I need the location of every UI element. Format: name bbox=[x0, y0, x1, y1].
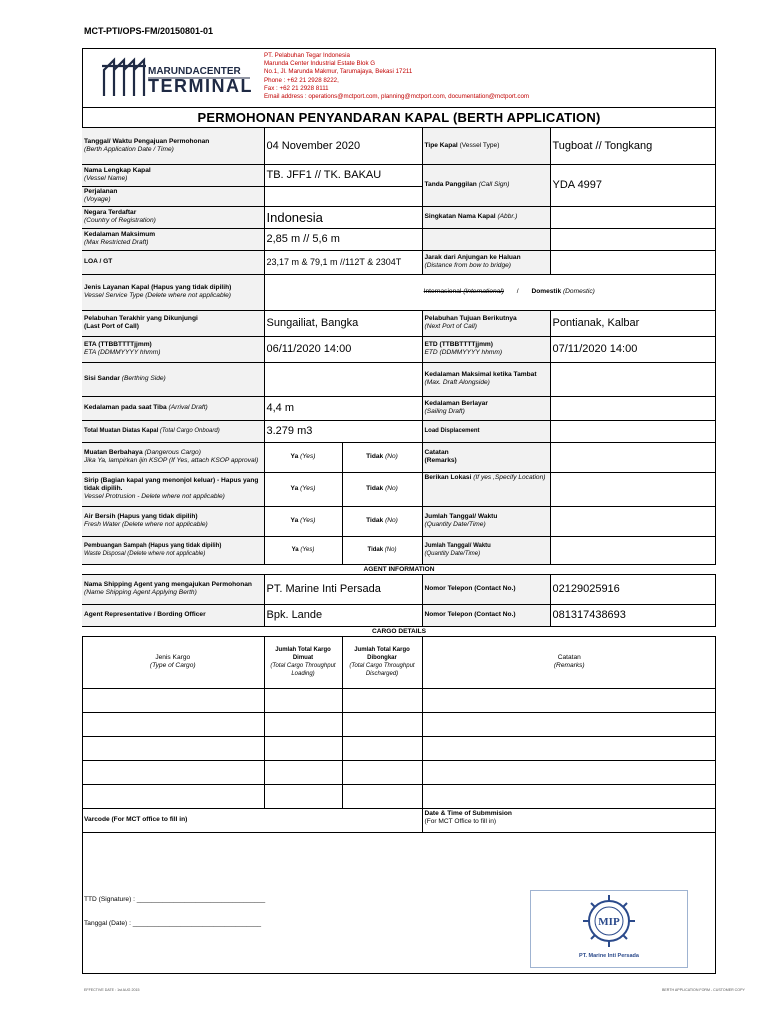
cargo-cell[interactable] bbox=[422, 712, 716, 736]
letterhead bbox=[82, 48, 716, 108]
fresh-water-no-option[interactable]: Tidak (No) bbox=[342, 506, 422, 536]
varcode-label: Varcode (For MCT office to fill in) bbox=[82, 808, 422, 832]
dangerous-cargo-label: Muatan Berbahaya (Dangerous Cargo) Jika Ya, lampirkan ijin KSOP (If Yes, attach KSOP approval) bbox=[82, 442, 264, 472]
abbr-label: Singkatan Nama Kapal (Abbr.) bbox=[422, 206, 550, 228]
bow-bridge-value[interactable] bbox=[550, 250, 716, 274]
logo-line2: TERMINAL bbox=[148, 76, 253, 96]
arrival-draft-value[interactable]: 4,4 m bbox=[264, 396, 422, 420]
service-type-options[interactable]: Internasional (International) / Domestik (Domestic) bbox=[264, 274, 716, 310]
blank-cell bbox=[550, 228, 716, 250]
call-sign-label: Tanda Panggilan (Call Sign) bbox=[422, 164, 550, 206]
location-value[interactable] bbox=[550, 472, 716, 506]
cargo-cell[interactable] bbox=[264, 784, 342, 808]
voyage-value[interactable] bbox=[264, 186, 422, 206]
etd-value[interactable]: 07/11/2020 14:00 bbox=[550, 336, 716, 362]
cargo-cell[interactable] bbox=[342, 784, 422, 808]
company-address: No.1, Jl. Marunda Makmur, Tarumajaya, Bekasi 17211 bbox=[264, 68, 413, 76]
company-fax: Fax : +62 21 2928 8111 bbox=[264, 84, 329, 92]
blank-cell bbox=[422, 228, 550, 250]
remarks-value[interactable] bbox=[550, 442, 716, 472]
waste-label: Pembuangan Sampah (Hapus yang tidak dipilih) Waste Disposal (Delete where not applicable) bbox=[82, 536, 264, 564]
cargo-cell[interactable] bbox=[422, 736, 716, 760]
fresh-water-label: Air Bersih (Hapus yang tidak dipilih) Fresh Water (Delete where not applicable) bbox=[82, 506, 264, 536]
agent-phone-value[interactable]: 02129025916 bbox=[550, 574, 716, 604]
cargo-section-header: CARGO DETAILS bbox=[82, 626, 716, 636]
eta-value[interactable]: 06/11/2020 14:00 bbox=[264, 336, 422, 362]
bow-bridge-label: Jarak dari Anjungan ke Haluan (Distance from bow to bridge) bbox=[422, 250, 550, 274]
cargo-cell[interactable] bbox=[82, 688, 264, 712]
cargo-type-header: Jenis Kargo (Type of Cargo) bbox=[82, 636, 264, 688]
cargo-cell[interactable] bbox=[264, 712, 342, 736]
loa-value[interactable]: 23,17 m & 79,1 m //112T & 2304T bbox=[264, 250, 422, 274]
sailing-draft-label: Kedalaman Berlayar (Sailing Draft) bbox=[422, 396, 550, 420]
agent-name-value[interactable]: PT. Marine Inti Persada bbox=[264, 574, 422, 604]
last-port-label: Pelabuhan Terakhir yang Dikunjungi (Last Port of Call) bbox=[82, 310, 264, 336]
vessel-name-label: Nama Lengkap Kapal (Vessel Name) bbox=[82, 164, 264, 186]
cargo-remarks-header: Catatan (Remarks) bbox=[422, 636, 716, 688]
cargo-cell[interactable] bbox=[342, 688, 422, 712]
last-port-value[interactable]: Sungailiat, Bangka bbox=[264, 310, 422, 336]
agent-phone-label: Nomor Telepon (Contact No.) bbox=[422, 574, 550, 604]
agent-name-label: Nama Shipping Agent yang mengajukan Permohonan (Name Shipping Agent Applying Berth) bbox=[82, 574, 264, 604]
mip-stamp-logo bbox=[531, 891, 687, 967]
fresh-water-qty-value[interactable] bbox=[550, 506, 716, 536]
stamp-company-text: PT. Marine Inti Persada bbox=[579, 953, 639, 959]
international-option[interactable]: Internasional (International) bbox=[423, 288, 504, 295]
waste-yes-option[interactable]: Ya (Yes) bbox=[264, 536, 342, 564]
cargo-cell[interactable] bbox=[82, 736, 264, 760]
company-email: Email address : operations@mctport.com, planning@mctport.com, documentation@mctport.com bbox=[264, 93, 530, 101]
marunda-center-logo bbox=[100, 52, 260, 102]
load-displacement-value[interactable] bbox=[550, 420, 716, 442]
cargo-cell[interactable] bbox=[264, 688, 342, 712]
max-draft-alongside-value[interactable] bbox=[550, 362, 716, 396]
waste-qty-value[interactable] bbox=[550, 536, 716, 564]
cargo-discharged-header: Jumlah Total Kargo Dibongkar (Total Cargo Throughput Discharged) bbox=[342, 636, 422, 688]
waste-no-option[interactable]: Tidak (No) bbox=[342, 536, 422, 564]
country-value[interactable]: Indonesia bbox=[264, 206, 422, 228]
next-port-label: Pelabuhan Tujuan Berikutnya (Next Port of Call) bbox=[422, 310, 550, 336]
agent-phone2-value[interactable]: 081317438693 bbox=[550, 604, 716, 626]
stamp-mip-text: MIP bbox=[598, 916, 620, 928]
max-draft-alongside-label: Kedalaman Maksimal ketika Tambat (Max. Draft Alongside) bbox=[422, 362, 550, 396]
dangerous-no-option[interactable]: Tidak (No) bbox=[342, 442, 422, 472]
signature-line[interactable]: TTD (Signature) : ___________________________________ bbox=[84, 896, 266, 903]
protrusion-yes-option[interactable]: Ya (Yes) bbox=[264, 472, 342, 506]
document-id: MCT-PTI/OPS-FM/20150801-01 bbox=[84, 26, 214, 36]
fresh-water-yes-option[interactable]: Ya (Yes) bbox=[264, 506, 342, 536]
eta-label: ETA (TTBBTTTTjjmm) ETA (DDMMYYYY hhmm) bbox=[82, 336, 264, 362]
remarks-label: Catatan (Remarks) bbox=[422, 442, 550, 472]
submission-date-label: Date & Time of Submmision (For MCT Office to fill in) bbox=[422, 808, 716, 832]
protrusion-label: Sirip (Bagian kapal yang menonjol keluar) - Hapus yang tidak dipilih. Vessel Protrusion - Delete where not applicable) bbox=[82, 472, 264, 506]
form-title: PERMOHONAN PENYANDARAN KAPAL (BERTH APPLICATION) bbox=[82, 108, 716, 128]
arrival-draft-label: Kedalaman pada saat Tiba (Arrival Draft) bbox=[82, 396, 264, 420]
date-label: Tanggal/ Waktu Pengajuan Permohonan (Berth Application Date / Time) bbox=[82, 128, 264, 164]
service-type-label: Jenis Layanan Kapal (Hapus yang tidak dipilih) Vessel Service Type (Delete where not applicable) bbox=[82, 274, 264, 310]
berthing-side-label: Sisi Sandar (Berthing Side) bbox=[82, 362, 264, 396]
berth-application-table bbox=[82, 128, 716, 833]
footer-effective-date: EFFECTIVE DATE : 1st AUG 2015 bbox=[84, 988, 140, 992]
cargo-cell[interactable] bbox=[264, 760, 342, 784]
cargo-cell[interactable] bbox=[342, 736, 422, 760]
agent-rep-value[interactable]: Bpk. Lande bbox=[264, 604, 422, 626]
company-info bbox=[264, 52, 529, 101]
cargo-cell[interactable] bbox=[342, 760, 422, 784]
cargo-cell[interactable] bbox=[422, 688, 716, 712]
loa-label: LOA / GT bbox=[82, 250, 264, 274]
max-draft-value[interactable]: 2,85 m // 5,6 m bbox=[264, 228, 422, 250]
agent-rep-label: Agent Representative / Bording Officer bbox=[82, 604, 264, 626]
vessel-type-value[interactable]: Tugboat // Tongkang bbox=[550, 128, 716, 164]
dangerous-yes-option[interactable]: Ya (Yes) bbox=[264, 442, 342, 472]
berthing-side-value[interactable] bbox=[264, 362, 422, 396]
agent-section-header: AGENT INFORMATION bbox=[82, 564, 716, 574]
protrusion-no-option[interactable]: Tidak (No) bbox=[342, 472, 422, 506]
cargo-onboard-value[interactable]: 3.279 m3 bbox=[264, 420, 422, 442]
cargo-cell[interactable] bbox=[82, 784, 264, 808]
waste-qty-label: Jumlah Tanggal/ Waktu (Quantity Date/Time) bbox=[422, 536, 550, 564]
abbr-value[interactable] bbox=[550, 206, 716, 228]
signature-area bbox=[82, 880, 716, 974]
call-sign-value[interactable]: YDA 4997 bbox=[550, 164, 716, 206]
company-stamp bbox=[530, 890, 688, 968]
agent-phone2-label: Nomor Telepon (Contact No.) bbox=[422, 604, 550, 626]
cargo-cell[interactable] bbox=[422, 760, 716, 784]
location-label: Berikan Lokasi (If yes ,Specify Location) bbox=[422, 472, 550, 506]
cargo-loading-header: Jumlah Total Kargo Dimuat (Total Cargo Throughput Loading) bbox=[264, 636, 342, 688]
company-estate: Marunda Center Industrial Estate Blok G bbox=[264, 60, 376, 68]
load-displacement-label: Load Displacement bbox=[422, 420, 550, 442]
country-label: Negara Terdaftar (Country of Registration) bbox=[82, 206, 264, 228]
domestic-option[interactable]: Domestik (Domestic) bbox=[531, 288, 595, 295]
cargo-cell[interactable] bbox=[342, 712, 422, 736]
max-draft-label: Kedalaman Maksimum (Max Restricted Draft) bbox=[82, 228, 264, 250]
vessel-name-value[interactable]: TB. JFF1 // TK. BAKAU bbox=[264, 164, 422, 186]
company-phone: Phone : +62 21 2928 8222, bbox=[264, 76, 339, 84]
date-line[interactable]: Tanggal (Date) : ___________________________________ bbox=[84, 920, 262, 927]
footer-form-name: BERTH APPLICATION FORM - CUSTOMER COPY bbox=[662, 988, 745, 992]
cargo-cell[interactable] bbox=[82, 760, 264, 784]
etd-label: ETD (TTBBTTTTjjmm) ETD (DDMMYYYY hhmm) bbox=[422, 336, 550, 362]
cargo-cell[interactable] bbox=[264, 736, 342, 760]
vessel-type-label: Tipe Kapal (Vessel Type) bbox=[422, 128, 550, 164]
next-port-value[interactable]: Pontianak, Kalbar bbox=[550, 310, 716, 336]
cargo-cell[interactable] bbox=[82, 712, 264, 736]
cargo-onboard-label: Total Muatan Diatas Kapal (Total Cargo Onboard) bbox=[82, 420, 264, 442]
sailing-draft-value[interactable] bbox=[550, 396, 716, 420]
fresh-water-qty-label: Jumlah Tanggal/ Waktu (Quantity Date/Time) bbox=[422, 506, 550, 536]
voyage-label: Perjalanan (Voyage) bbox=[82, 186, 264, 206]
date-value[interactable]: 04 November 2020 bbox=[264, 128, 422, 164]
cargo-cell[interactable] bbox=[422, 784, 716, 808]
company-name: PT. Pelabuhan Tegar Indonesia bbox=[264, 52, 350, 59]
logo-line1: MARUNDACENTER bbox=[148, 66, 241, 77]
